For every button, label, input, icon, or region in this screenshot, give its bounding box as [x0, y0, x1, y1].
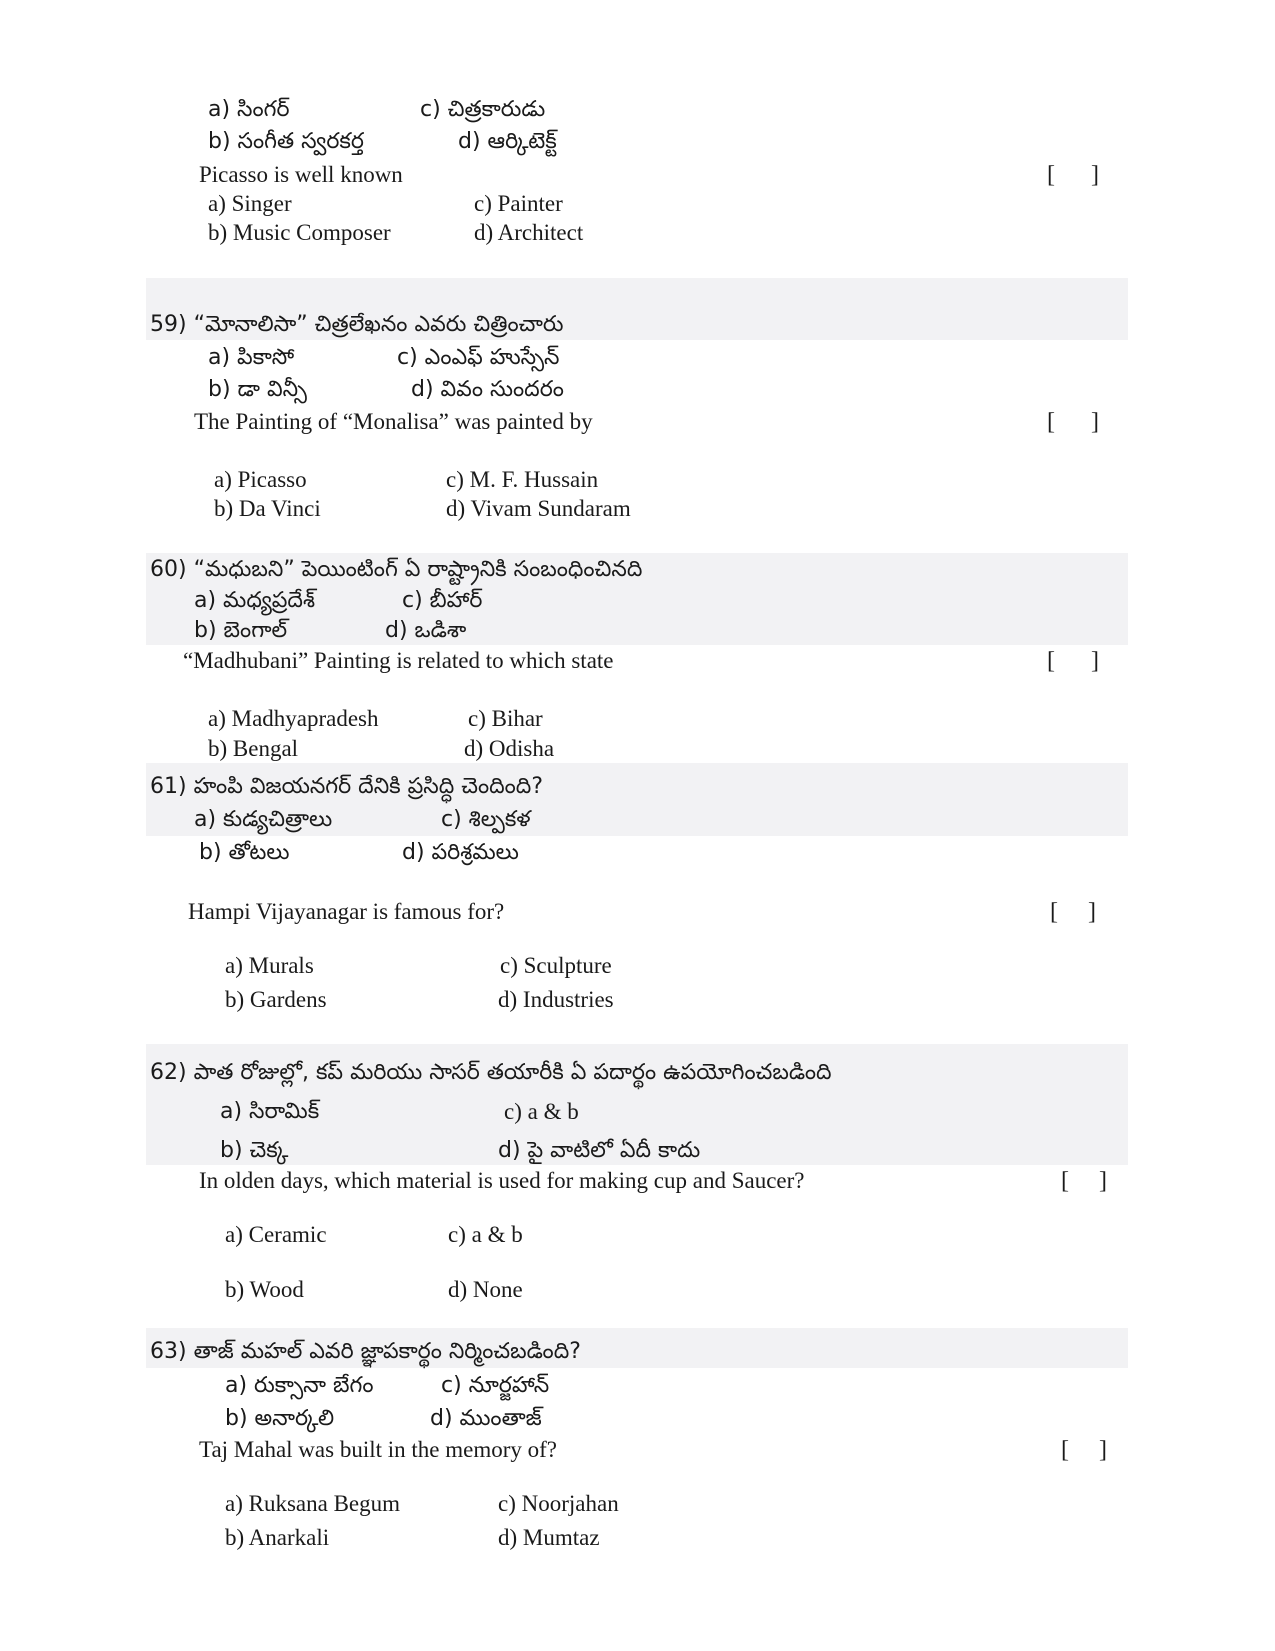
option-te-c: c) నూర్జహాన్ [441, 1373, 550, 1398]
answer-bracket[interactable]: [ ] [1047, 409, 1099, 435]
option-en-a: a) Singer [208, 191, 292, 216]
option-te-a: a) పికాసో [208, 345, 295, 370]
option-en-a: a) Ceramic [225, 1222, 327, 1247]
option-te-b: b) చెక్క [220, 1138, 289, 1163]
option-en-a: a) Madhyapradesh [208, 706, 379, 731]
option-en-a: a) Ruksana Begum [225, 1491, 401, 1516]
option-en-b: b) Gardens [225, 987, 327, 1012]
question-en: Picasso is well known [199, 162, 403, 187]
question-te: 60) “మధుబని” పెయింటింగ్ ఏ రాష్ట్రానికి సంబంధించినది [150, 557, 643, 582]
question-te: 59) “మోనాలిసా” చిత్రలేఖనం ఎవరు చిత్రించారు [150, 312, 564, 337]
question-te: 61) హంపి విజయనగర్ దేనికి ప్రసిద్ధి చెందింది? [150, 774, 544, 799]
option-te-c: c) బీహార్ [402, 588, 483, 613]
option-en-c: c) M. F. Hussain [446, 467, 599, 492]
option-te-c: c) a & b [504, 1099, 579, 1124]
option-te-d: d) ఆర్కిటెక్ట్ [458, 129, 557, 154]
option-te-d: d) పై వాటిలో ఏదీ కాదు [498, 1138, 701, 1163]
option-te-b: b) సంగీత స్వరకర్త [208, 129, 364, 154]
option-te-d: d) వివం సుందరం [411, 377, 564, 402]
answer-bracket[interactable]: [ ] [1047, 162, 1099, 188]
answer-bracket[interactable]: [ ] [1061, 1168, 1107, 1194]
option-en-c: c) Sculpture [500, 953, 612, 978]
option-te-c: c) శిల్పకళ [441, 807, 531, 832]
question-te: 63) తాజ్ మహల్ ఎవరి జ్ఞాపకార్థం నిర్మించబడింది? [150, 1339, 581, 1364]
option-te-d: d) పరిశ్రమలు [402, 840, 519, 865]
option-en-c: c) a & b [448, 1222, 523, 1247]
option-en-b: b) Music Composer [208, 220, 391, 245]
option-en-d: d) Architect [474, 220, 584, 245]
option-te-b: b) డా విన్సీ [208, 377, 307, 402]
option-en-a: a) Picasso [214, 467, 307, 492]
option-te-a: a) కుడ్యచిత్రాలు [194, 807, 333, 832]
option-en-b: b) Bengal [208, 736, 299, 761]
option-te-a: a) రుక్సానా బేగం [225, 1373, 374, 1398]
answer-bracket[interactable]: [ ] [1047, 648, 1099, 674]
question-en: Hampi Vijayanagar is famous for? [188, 899, 505, 924]
option-te-b: b) బెంగాల్ [194, 618, 288, 643]
option-te-a: a) సింగర్ [208, 97, 290, 122]
question-en: In olden days, which material is used for making cup and Saucer? [199, 1168, 805, 1193]
option-en-d: d) Mumtaz [498, 1525, 600, 1550]
question-te: 62) పాత రోజుల్లో, కప్ మరియు సాసర్ తయారీకి ఏ పదార్థం ఉపయోగించబడింది [150, 1060, 832, 1085]
option-en-d: d) Vivam Sundaram [446, 496, 631, 521]
option-te-b: b) తోటలు [199, 840, 290, 865]
option-en-c: c) Noorjahan [498, 1491, 619, 1516]
option-en-c: c) Bihar [468, 706, 543, 731]
option-te-c: c) ఎంఎఫ్ హుస్సేన్ [397, 345, 560, 370]
option-en-a: a) Murals [225, 953, 314, 978]
option-te-d: d) ముంతాజ్ [430, 1406, 542, 1431]
option-en-d: d) Industries [498, 987, 614, 1012]
option-te-a: a) మధ్యప్రదేశ్ [194, 588, 316, 613]
answer-bracket[interactable]: [ ] [1050, 899, 1096, 925]
option-en-b: b) Da Vinci [214, 496, 321, 521]
answer-bracket[interactable]: [ ] [1061, 1437, 1107, 1463]
option-en-c: c) Painter [474, 191, 563, 216]
option-en-d: d) None [448, 1277, 523, 1302]
option-en-d: d) Odisha [464, 736, 555, 761]
question-en: The Painting of “Monalisa” was painted by [194, 409, 593, 434]
question-en: “Madhubani” Painting is related to which state [183, 648, 614, 673]
option-te-d: d) ఒడిశా [385, 618, 467, 643]
option-te-b: b) అనార్కలి [225, 1406, 335, 1431]
question-en: Taj Mahal was built in the memory of? [199, 1437, 557, 1462]
option-te-a: a) సిరామిక్ [220, 1099, 320, 1124]
option-en-b: b) Anarkali [225, 1525, 330, 1550]
option-en-b: b) Wood [225, 1277, 304, 1302]
option-te-c: c) చిత్రకారుడు [420, 97, 546, 122]
